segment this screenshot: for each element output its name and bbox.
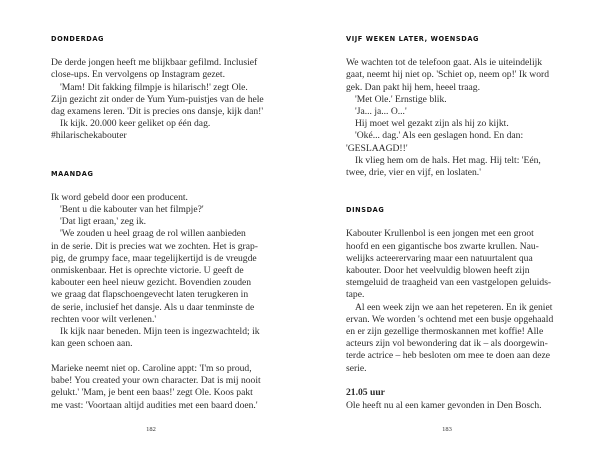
- text-line: Ik kijk. 20.000 keer geliket op één dag.: [60, 118, 211, 130]
- text-line: tape.: [346, 289, 365, 301]
- text-line: Marieke neemt niet op. Caroline appt: 'I'm so proud,: [51, 362, 252, 374]
- text-block: [346, 57, 561, 179]
- text-block: [51, 192, 266, 351]
- diary-section: [346, 204, 561, 412]
- text-line: Al een week zijn we aan het repeteren. En ik geniet: [355, 301, 553, 313]
- text-line: acteurs zijn vol bewondering dat ik – als doorgewin-: [346, 338, 548, 350]
- text-line: rechten voor wilt verlenen.': [51, 313, 157, 325]
- text-line: De derde jongen heeft me blijkbaar gefilmd. Inclusief: [51, 57, 258, 69]
- right-page: [346, 33, 561, 437]
- text-block: [51, 57, 266, 142]
- text-line: 'Ja... ja... O...': [355, 106, 407, 117]
- section-heading: VIJF WEKEN LATER, WOENSDAG: [346, 35, 480, 43]
- diary-section: [346, 33, 561, 179]
- text-line: #hilarischekabouter: [51, 130, 127, 142]
- text-line: We wachten tot de telefoon gaat. Als ie uiteindelijk: [346, 57, 543, 69]
- text-line: 'Mam! Dit fakking filmpje is hilarisch!' zegt Ole.: [60, 81, 248, 93]
- text-line: ervan. We worden 's ochtend met een busje opgehaald: [346, 313, 554, 325]
- text-block: [51, 363, 266, 412]
- text-line: Zijn gezicht zit onder de Yum Yum-puistjes van de hele: [51, 93, 264, 105]
- text-line: gelukt.' 'Mam, je bent een baas!' zegt Ole. Koos pakt: [51, 387, 253, 399]
- text-line: de serie, inclusief het dansje. Als u daar tenminste de: [51, 301, 255, 313]
- text-line: we graag dat flapschoengevecht laten terugkeren in: [51, 289, 249, 301]
- text-line: terde actrice – heb besloten om mee te doen aan deze: [346, 350, 551, 362]
- text-line: kabouter. Door het veelvuldig blowen heeft zijn: [346, 265, 530, 277]
- text-line: Ik kijk naar beneden. Mijn teen is ingezwachteld; ik: [60, 326, 260, 338]
- text-line: Hij moet wel gezakt zijn als hij zo kijkt.: [355, 118, 509, 130]
- text-line: stemgeluid de traagheid van een vastgelopen geluids-: [346, 277, 552, 289]
- page-number-right: 183: [442, 426, 452, 433]
- text-line: onmiskenbaar. Het is oprechte victorie. U geeft de: [51, 265, 244, 277]
- text-line: hoofd en een gigantische bos zwarte krullen. Nau-: [346, 240, 539, 252]
- left-page: [51, 33, 266, 437]
- text-line: serie.: [346, 362, 367, 374]
- text-line: 'We zouden u heel graag de rol willen aanbieden: [60, 228, 246, 240]
- text-line: dag examens leren. 'Dit is precies ons dansje, kijk dan!': [51, 106, 264, 117]
- text-line: 'GESLAAGD!!': [346, 142, 408, 154]
- text-line: 'Dat ligt eraan,' zeg ik.: [60, 216, 147, 228]
- text-line: en er zijn gezellige thermoskannen met koffie! Alle: [346, 326, 544, 338]
- section-heading: DINSDAG: [346, 206, 385, 215]
- text-line: 'Met Ole.' Ernstige blik.: [355, 93, 447, 105]
- section-heading: DONDERDAG: [51, 35, 105, 43]
- text-line: gek. Dan pakt hij hem, heeel traag.: [346, 81, 480, 93]
- text-block: [346, 387, 561, 411]
- diary-section: [51, 168, 266, 412]
- text-line: kabouter een heel nieuw gezicht. Bovendien zouden: [51, 277, 252, 289]
- text-line: 'Bent u die kabouter van het filmpje?': [60, 204, 204, 215]
- page-number-left: 182: [146, 426, 156, 433]
- time-subheading: 21.05 uur: [346, 387, 385, 399]
- text-line: close-ups. En vervolgens op Instagram gezet.: [51, 69, 225, 81]
- text-line: in de serie. Dit is precies wat we zochten. Het is grap-: [51, 240, 258, 252]
- text-line: twee, drie, vier en vijf, en loslaten.': [346, 167, 481, 179]
- text-line: 'Oké... dag.' Als een geslagen hond. En dan:: [355, 130, 524, 142]
- text-line: Ik vlieg hem om de hals. Het mag. Hij telt: 'Eén,: [355, 154, 541, 166]
- section-heading: MAANDAG: [51, 169, 94, 178]
- text-line: welijks acteerervaring maar een natuurtalent qua: [346, 252, 533, 264]
- text-line: Kabouter Krullenbol is een jongen met een groot: [346, 228, 534, 240]
- text-line: me vast: 'Voortaan altijd audities met een baard doen.': [51, 399, 258, 411]
- text-line: Ik word gebeld door een producent.: [51, 191, 188, 203]
- diary-section: [51, 33, 266, 143]
- text-line: Ole heeft nu al een kamer gevonden in Den Bosch.: [346, 399, 542, 411]
- text-line: babe! You created your own character. Dat is mij nooit: [51, 375, 261, 387]
- text-block: [346, 228, 561, 374]
- text-line: pig, de grumpy face, maar tegelijkertijd is de vreugde: [51, 252, 257, 264]
- text-line: kan geen schoen aan.: [51, 338, 133, 350]
- text-line: gaat, neemt hij niet op. 'Schiet op, neem op!' Ik word: [346, 69, 550, 81]
